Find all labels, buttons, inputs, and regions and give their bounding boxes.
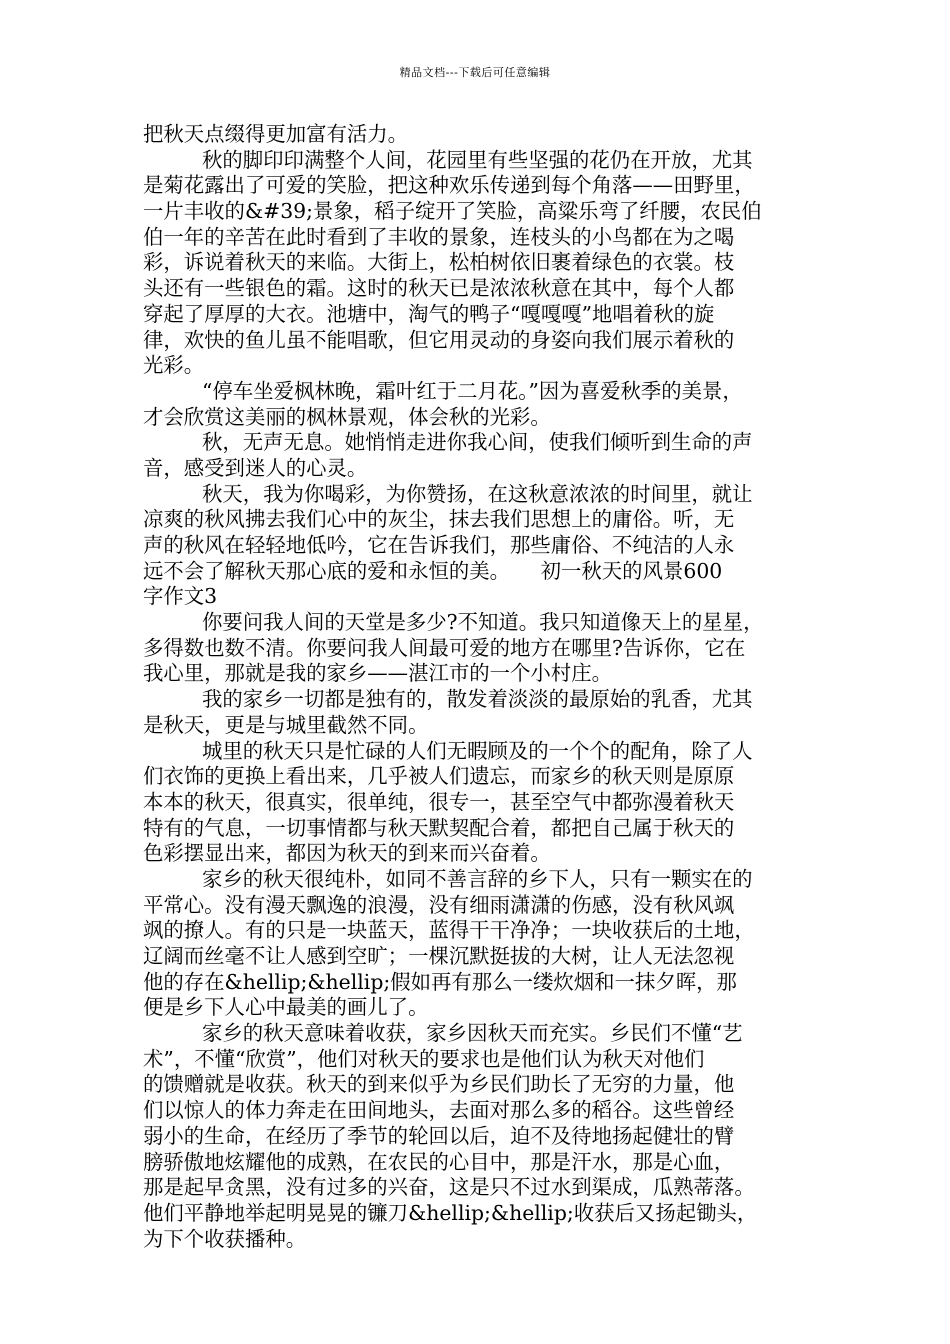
- text-line: 平常心。没有漫天飘逸的浪漫，没有细雨潇潇的伤感，没有秋风飒: [143, 892, 735, 917]
- text-line: 术”，不懂“欣赏”，他们对秋天的要求也是他们认为秋天对他们: [143, 1046, 705, 1071]
- text-line: 多得数也数不清。你要问我人间最可爱的地方在哪里?告诉你，它在: [143, 635, 746, 660]
- text-line: 穿起了厚厚的大衣。池塘中，淘气的鸭子“嘎嘎嘎”地唱着秋的旋: [143, 301, 715, 326]
- text-line: 们以惊人的体力奔走在田间地头，去面对那么多的稻谷。这些曾经: [143, 1098, 735, 1123]
- text-line: 伯一年的辛苦在此时看到了丰收的景象，连枝头的小鸟都在为之喝: [143, 224, 735, 249]
- text-line: 弱小的生命，在经历了季节的轮回以后，迫不及待地扬起健壮的臂: [143, 1123, 735, 1148]
- text-line: 光彩。: [143, 353, 205, 378]
- text-line: 凉爽的秋风拂去我们心中的灰尘，抹去我们思想上的庸俗。听，无: [143, 507, 735, 532]
- text-line: 为下个收获播种。: [143, 1226, 307, 1251]
- text-line: 彩，诉说着秋天的来临。大街上，松柏树依旧裹着绿色的衣裳。枝: [143, 250, 735, 275]
- text-line: 的馈赠就是收获。秋天的到来似乎为乡民们助长了无穷的力量，他: [143, 1072, 735, 1097]
- text-line: 是秋天，更是与城里截然不同。: [143, 712, 429, 737]
- text-line: “停车坐爱枫林晚，霜叶红于二月花。”因为喜爱秋季的美景，: [202, 378, 743, 403]
- text-line: 秋，无声无息。她悄悄走进你我心间，使我们倾听到生命的声: [202, 430, 753, 455]
- text-line: 家乡的秋天意味着收获，家乡因秋天而充实。乡民们不懂“艺: [202, 1021, 743, 1046]
- page-header: 精品文档---下载后可任意编辑: [399, 66, 551, 79]
- text-line: 头还有一些银色的霜。这时的秋天已是浓浓秋意在其中，每个人都: [143, 276, 735, 301]
- text-line: 秋的脚印印满整个人间，花园里有些坚强的花仍在开放，尤其: [202, 147, 753, 172]
- text-line: 辽阔而丝毫不让人感到空旷；一棵沉默挺拔的大树，让人无法忽视: [143, 944, 735, 968]
- text-line: 音，感受到迷人的心灵。: [143, 455, 368, 480]
- text-line: 你要问我人间的天堂是多少?不知道。我只知道像天上的星星，: [202, 610, 764, 635]
- text-line: 律，欢快的鱼儿虽不能唱歌，但它用灵动的身姿向我们展示着秋的: [143, 327, 735, 352]
- text-line: 我的家乡一切都是独有的，散发着淡淡的最原始的乳香，尤其: [202, 687, 753, 712]
- text-line: 家乡的秋天很纯朴，如同不善言辞的乡下人，只有一颗实在的: [202, 866, 753, 891]
- text-line: 他的存在&hellip;&hellip;假如再有那么一缕炊烟和一抹夕晖，那: [143, 969, 737, 994]
- text-line: 远不会了解秋天那心底的爱和永恒的美。 初一秋天的风景600: [143, 558, 723, 583]
- text-line: 膀骄傲地炫耀他的成熟，在农民的心目中，那是汗水，那是心血，: [143, 1149, 735, 1174]
- text-line: 秋天，我为你喝彩，为你赞扬，在这秋意浓浓的时间里，就让: [202, 481, 753, 506]
- text-line: 我心里，那就是我的家乡——湛江市的一个小村庄。: [143, 661, 612, 686]
- text-line: 飒的撩人。有的只是一块蓝天，蓝得干干净净；一块收获后的土地，: [143, 918, 755, 943]
- text-line: 特有的气息，一切事情都与秋天默契配合着，都把自己属于秋天的: [143, 815, 735, 840]
- text-line: 把秋天点缀得更加富有活力。: [143, 122, 409, 146]
- document-body: [143, 122, 819, 1252]
- text-line: 才会欣赏这美丽的枫林景观，体会秋的光彩。: [143, 404, 551, 429]
- text-line: 字作文3: [143, 584, 218, 609]
- text-line: 本本的秋天，很真实，很单纯，很专一，甚至空气中都弥漫着秋天: [143, 789, 735, 814]
- text-line: 城里的秋天只是忙碌的人们无暇顾及的一个个的配角，除了人: [202, 738, 753, 763]
- text-line: 们衣饰的更换上看出来，几乎被人们遗忘，而家乡的秋天则是原原: [143, 764, 735, 789]
- text-line: 一片丰收的&#39;景象，稻子绽开了笑脸，高粱乐弯了纤腰，农民伯: [143, 199, 762, 224]
- text-line: 那是起早贪黑，没有过多的兴奋，这是只不过水到渠成，瓜熟蒂落。: [143, 1175, 755, 1200]
- text-line: 便是乡下人心中最美的画儿了。: [143, 995, 429, 1020]
- text-line: 色彩摆显出来，都因为秋天的到来而兴奋着。: [143, 841, 551, 866]
- text-line: 是菊花露出了可爱的笑脸，把这种欢乐传递到每个角落——田野里，: [143, 173, 755, 198]
- text-line: 他们平静地举起明晃晃的镰刀&hellip;&hellip;收获后又扬起锄头，: [143, 1200, 758, 1225]
- text-line: 声的秋风在轻轻地低吟，它在告诉我们，那些庸俗、不纯洁的人永: [143, 533, 735, 557]
